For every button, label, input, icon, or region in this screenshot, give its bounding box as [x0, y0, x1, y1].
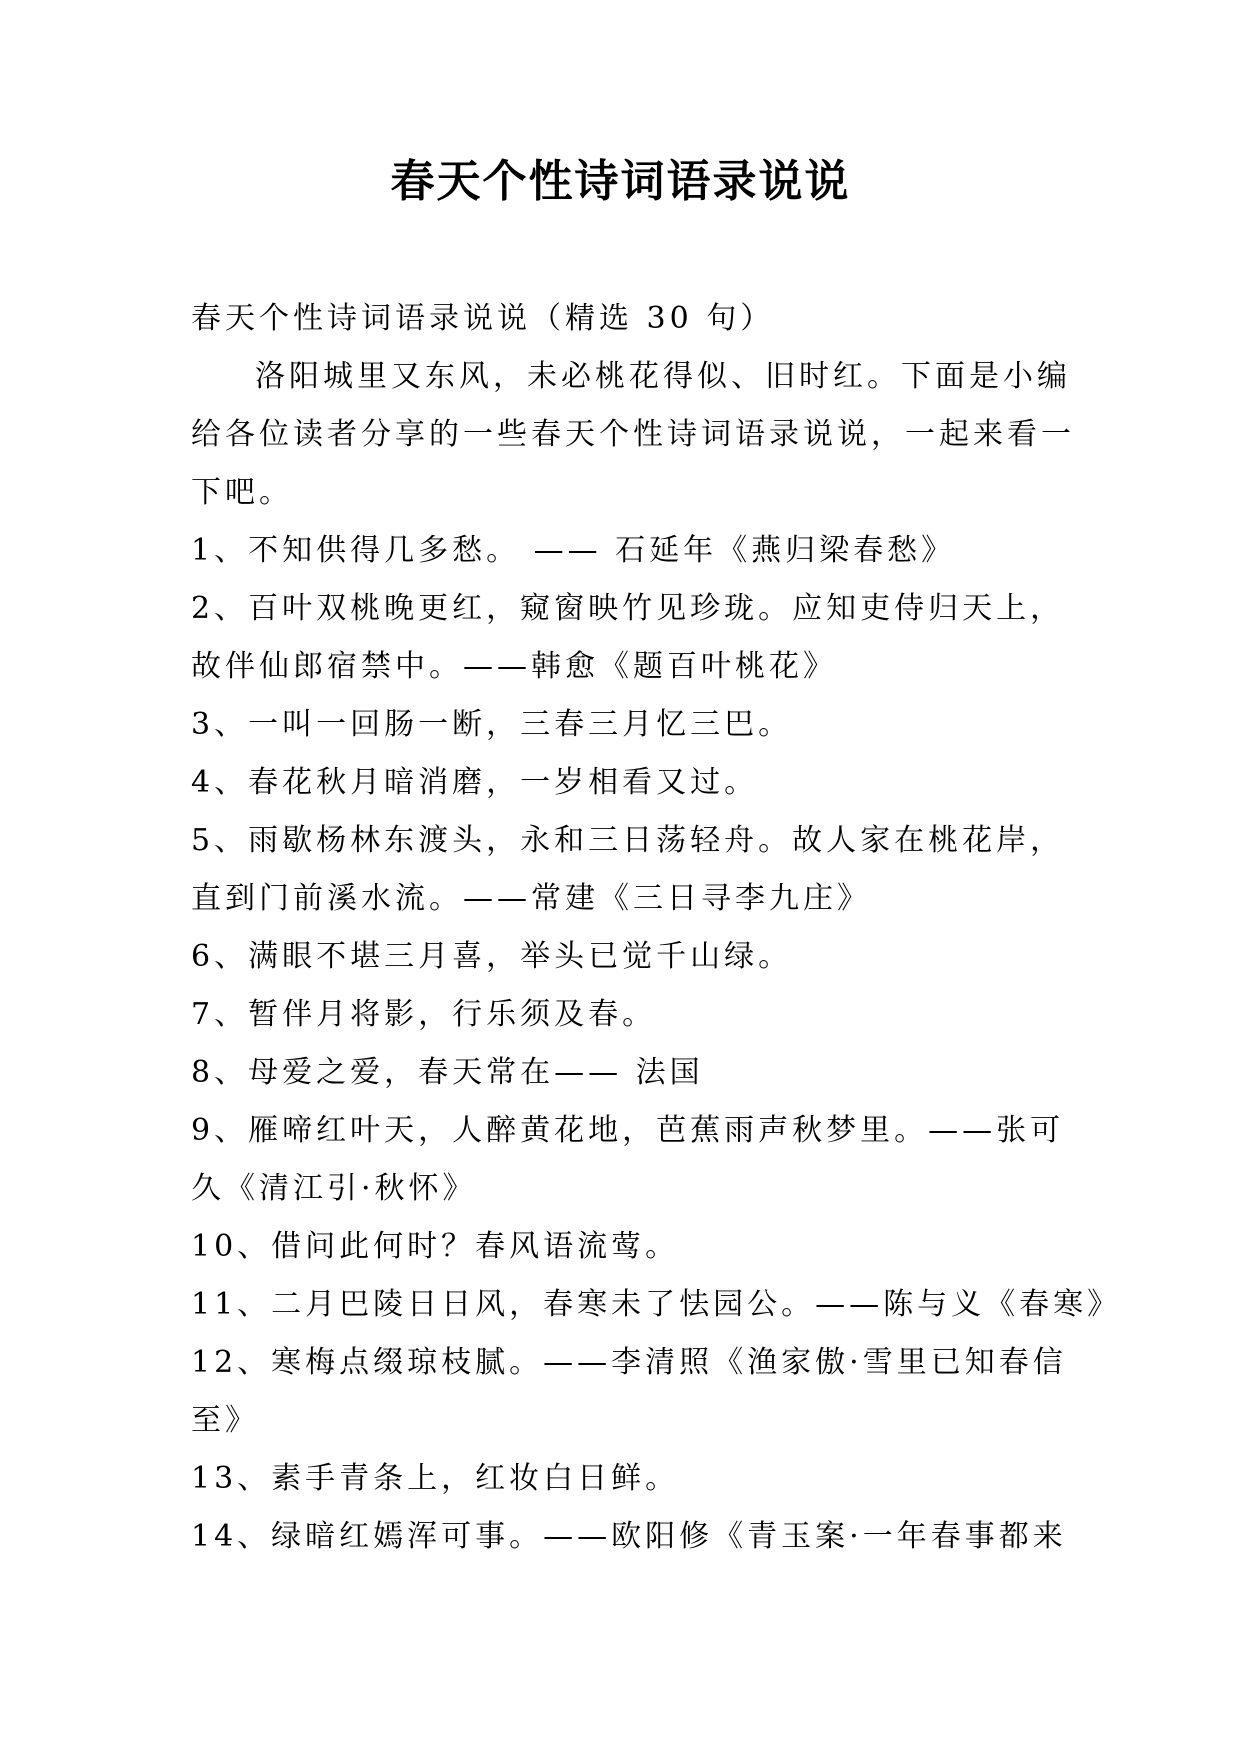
quote-line: 直到门前溪水流。——常建《三日寻李九庄》 [191, 881, 871, 916]
quote-line: 8、母爱之爱，春天常在—— 法国 [191, 1055, 704, 1090]
quote-line: 2、百叶双桃晚更红，窥窗映竹见珍珑。应知吏侍归天上， [191, 591, 1065, 626]
intro-line: 洛阳城里又东风，未必桃花得似、旧时红。下面是小编 [255, 359, 1071, 394]
document-body [191, 290, 1122, 1566]
intro-line: 下吧。 [191, 475, 293, 510]
quote-line: 故伴仙郎宿禁中。——韩愈《题百叶桃花》 [191, 649, 837, 684]
quote-line: 1、不知供得几多愁。 —— 石延年《燕归梁春愁》 [191, 533, 956, 568]
document-title: 春天个性诗词语录说说 [390, 156, 851, 207]
quote-line: 久《清江引·秋怀》 [191, 1171, 477, 1206]
quote-line: 7、暂伴月将影，行乐须及春。 [191, 997, 657, 1032]
quote-line: 6、满眼不堪三月喜，举头已觉千山绿。 [191, 939, 793, 974]
quote-line: 至》 [191, 1403, 259, 1438]
quote-line: 4、春花秋月暗消磨，一岁相看又过。 [191, 765, 759, 800]
quote-line: 12、寒梅点缀琼枝腻。——李清照《渔家傲·雪里已知春信 [191, 1345, 1067, 1380]
quote-line: 14、绿暗红嫣浑可事。——欧阳修《青玉案·一年春事都来 [191, 1519, 1067, 1554]
quote-line: 3、一叫一回肠一断，三春三月忆三巴。 [191, 707, 793, 742]
quote-line: 5、雨歇杨林东渡头，永和三日荡轻舟。故人家在桃花岸， [191, 823, 1065, 858]
quote-line: 11、二月巴陵日日风，春寒未了怯园公。——陈与义《春寒》 [191, 1287, 1122, 1322]
subtitle-line: 春天个性诗词语录说说（精选 30 句） [191, 301, 775, 336]
intro-line: 给各位读者分享的一些春天个性诗词语录说说，一起来看一 [191, 417, 1075, 452]
quote-line: 10、借问此何时？春风语流莺。 [191, 1229, 680, 1264]
quote-line: 9、雁啼红叶天，人醉黄花地，芭蕉雨声秋梦里。——张可 [191, 1113, 1065, 1148]
quote-line: 13、素手青条上，红妆白日鲜。 [191, 1461, 680, 1496]
